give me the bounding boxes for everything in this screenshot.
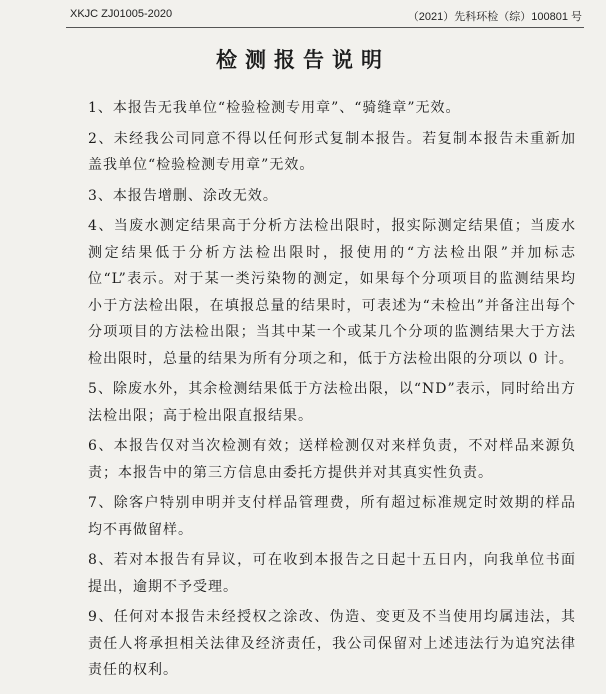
- note-item-3: 3、本报告增删、涂改无效。: [88, 187, 278, 204]
- note-item-6: 6、本报告仅对当次检测有效；送样检测仅对来样负责，不对样品来源负责；本报告中的第三方信息由委托方提供并对其真实性负责。: [88, 438, 576, 481]
- page-title: 检测报告说明: [216, 48, 390, 72]
- header-divider: [66, 27, 584, 28]
- note-item-8: 8、若对本报告有异议，可在收到本报告之日起十五日内，向我单位书面提出，逾期不予受理。: [88, 552, 576, 595]
- notes-list: [88, 95, 576, 688]
- page-header: [70, 8, 582, 24]
- note-item-5: 5、除废水外，其余检测结果低于方法检出限，以“ND”表示，同时给出方法检出限；高于检出限直报结果。: [88, 381, 576, 424]
- document-code: XKJC ZJ01005-2020: [70, 8, 173, 20]
- note-item-4: 4、当废水测定结果高于分析方法检出限时，报实际测定结果值；当废水测定结果低于分析方法检出限时，报使用的“方法检出限”并加标志位“L”表示。对于某一类污染物的测定，如果每个分项项目的监测结果均小于方法检出限，在填报总量的结果时，可表述为“未检出”并备注出每个分项项目的方法检出限；当其中某一个或某几个分项的监测结果大于方法检出限时，总量的结果为所有分项之和，低于方法检出限的分项以 0 计。: [88, 218, 576, 367]
- report-number: （2021）先科环检（综）100801 号: [407, 11, 582, 23]
- note-item-7: 7、除客户特别申明并支付样品管理费，所有超过标准规定时效期的样品均不再做留样。: [88, 495, 576, 538]
- note-item-2: 2、未经我公司同意不得以任何形式复制本报告。若复制本报告未重新加盖我单位“检验检测专用章”无效。: [88, 130, 576, 173]
- note-item-9: 9、任何对本报告未经授权之涂改、伪造、变更及不当使用均属违法，其责任人将承担相关法律及经济责任，我公司保留对上述违法行为追究法律责任的权利。: [88, 609, 576, 678]
- note-item-1: 1、本报告无我单位“检验检测专用章”、“骑缝章”无效。: [88, 100, 461, 116]
